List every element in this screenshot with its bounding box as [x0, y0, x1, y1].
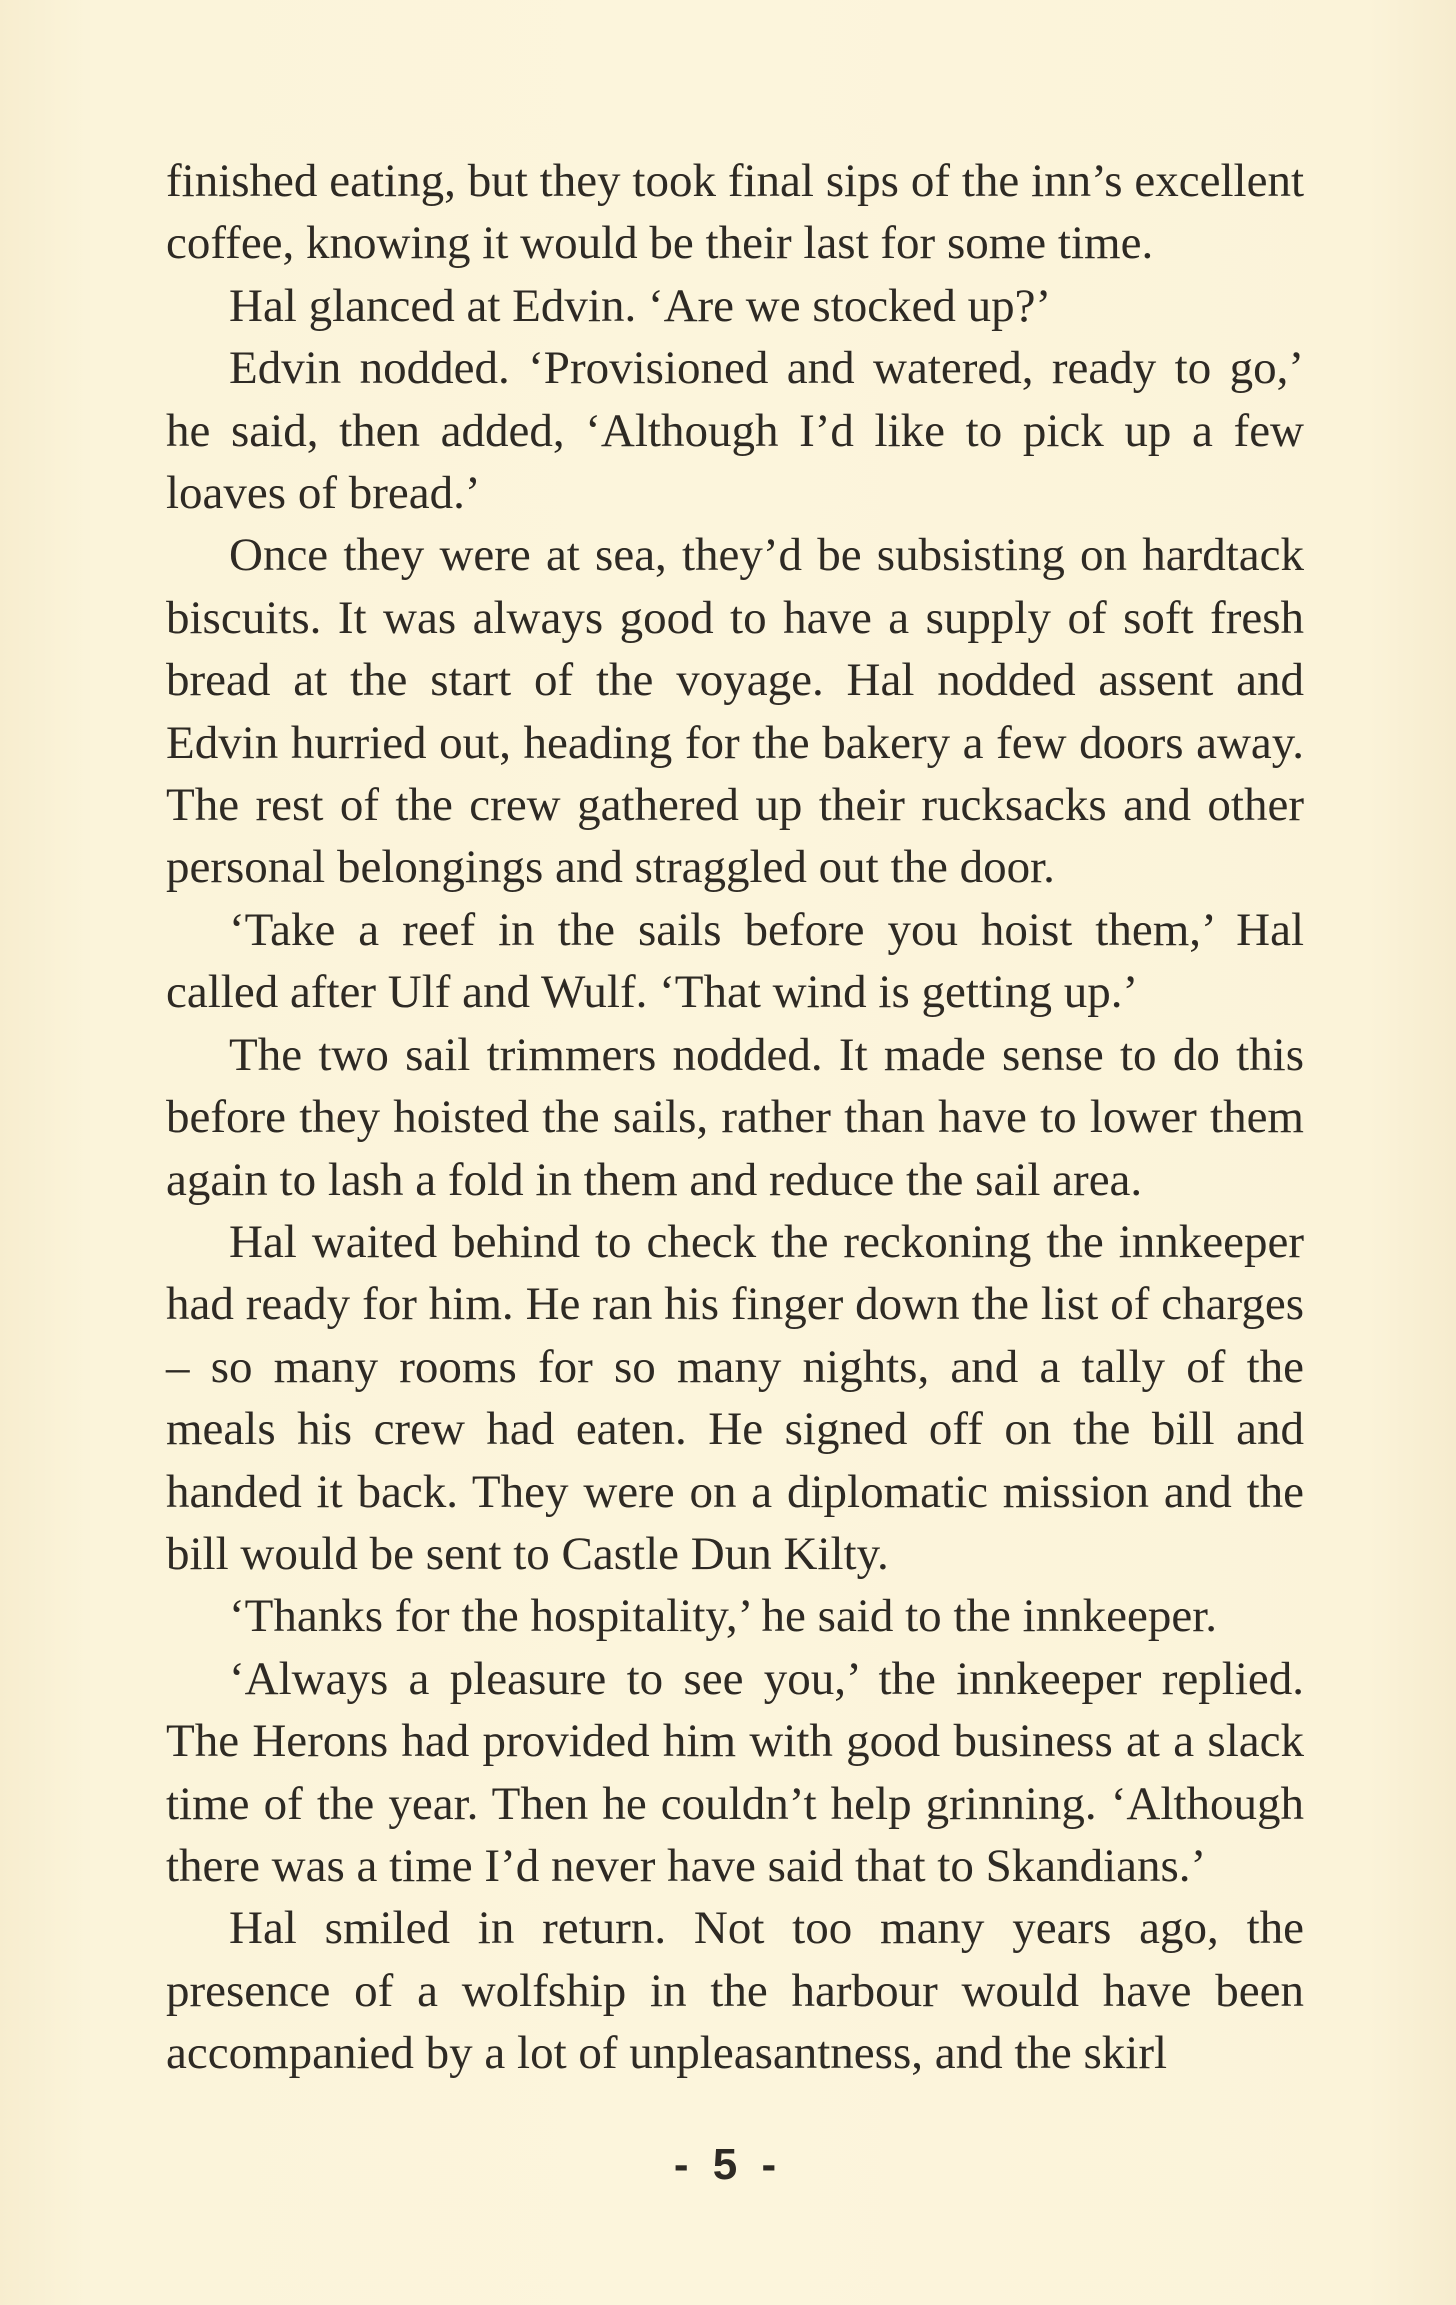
paragraph-9: ‘Always a pleasure to see you,’ the innkeeper replied. The Herons had provided him with good business at a slack time of the year. Then he couldn’t help grinning. ‘Although there was a time I’d never have said that to Skandians.’	[166, 1652, 1304, 1892]
paragraph-10: Hal smiled in return. Not too many years ago, the presence of a wolfship in the harbour would have been accompanied by a lot of unpleasantness, and the skirl	[166, 1902, 1304, 2080]
paragraph-4: Once they were at sea, they’d be subsisting on hardtack biscuits. It was always good to have a supply of soft fresh bread at the start of the voyage. Hal nodded assent and Edvin hurried out, heading for the bakery a few doors away. The rest of the crew gathered up their rucksacks and other personal belongings and straggled out the door.	[166, 529, 1304, 894]
paragraph-3: Edvin nodded. ‘Provisioned and watered, ready to go,’ he said, then added, ‘Although I’d like to pick up a few loaves of bread.’	[166, 342, 1304, 520]
paragraph-5: ‘Take a reef in the sails before you hoist them,’ Hal called after Ulf and Wulf. ‘That wind is getting up.’	[166, 903, 1304, 1019]
paragraph-7: Hal waited behind to check the reckoning the innkeeper had ready for him. He ran his finger down the list of charges – so many rooms for so many nights, and a tally of the meals his crew had eaten. He signed off on the bill and handed it back. They were on a diplomatic mission and the bill would be sent to Castle Dun Kilty.	[166, 1215, 1304, 1580]
paragraph-6: The two sail trimmers nodded. It made sense to do this before they hoisted the sails, rather than have to lower them again to lash a fold in them and reduce the sail area.	[166, 1028, 1304, 1206]
page-number: - 5 -	[673, 2140, 783, 2189]
paragraph-8: ‘Thanks for the hospitality,’ he said to the innkeeper.	[229, 1590, 1218, 1643]
paragraph-1: finished eating, but they took final sips of the inn’s excellent coffee, knowing it would be their last for some time.	[166, 155, 1304, 270]
paragraph-2: Hal glanced at Edvin. ‘Are we stocked up?’	[229, 279, 1052, 332]
body-text	[166, 150, 1304, 2085]
